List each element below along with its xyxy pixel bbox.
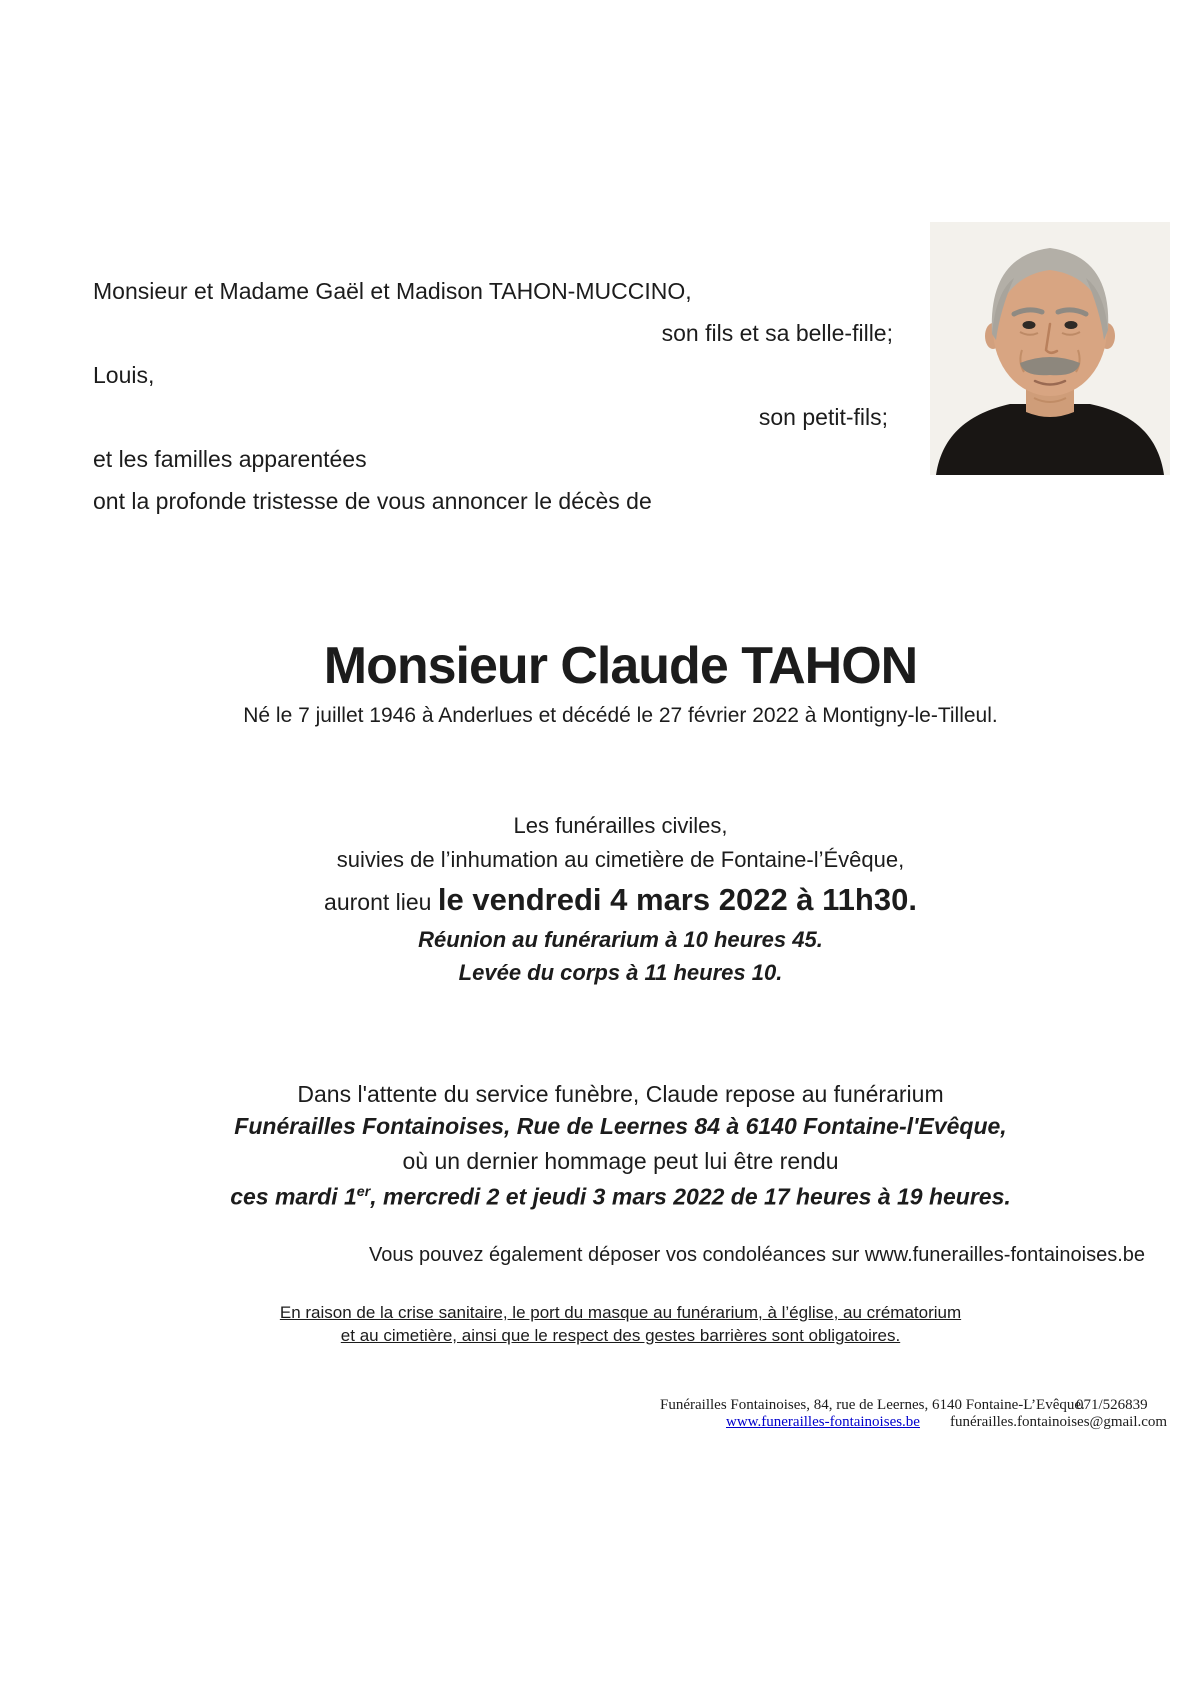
portrait-photo: [930, 222, 1170, 475]
ceremony-date-line: [93, 882, 1148, 918]
sanitary-notice: [93, 1301, 1148, 1347]
condolences-line: Vous pouvez également déposer vos condoléances sur www.funerailles-fontainoises.be: [368, 1244, 1145, 1266]
sanitary-notice-line-1: En raison de la crise sanitaire, le port du masque au funérarium, à l’église, au crématorium: [279, 1303, 962, 1322]
portrait-photo-illustration: [930, 222, 1170, 475]
repose-line-3: où un dernier hommage peut lui être rendu: [402, 1148, 839, 1174]
sanitary-notice-line-2: et au cimetière, ainsi que le respect des gestes barrières sont obligatoires.: [340, 1326, 901, 1345]
funeral-home-email: funérailles.fontainoises@gmail.com: [950, 1414, 1168, 1430]
ceremony-line-2: suivies de l’inhumation au cimetière de Fontaine-l’Évêque,: [336, 847, 905, 872]
family-relation-grandson: son petit-fils;: [758, 404, 888, 430]
family-relation-son: son fils et sa belle-fille;: [661, 320, 893, 346]
visiting-days-suffix: , mercredi 2 et jeudi 3 mars 2022 de 17 heures à 19 heures.: [370, 1183, 1011, 1210]
ceremony-date-main: le vendredi 4 mars 2022 à 11h30.: [437, 882, 917, 917]
repose-line-1: Dans l'attente du service funèbre, Claude repose au funérarium: [297, 1081, 944, 1107]
funeral-home-phone: 071/526839: [1076, 1397, 1148, 1413]
deceased-life-dates: Né le 7 juillet 1946 à Anderlues et décédé le 27 février 2022 à Montigny-le-Tilleul.: [243, 704, 998, 727]
ceremony-departure-line: Levée du corps à 11 heures 10.: [458, 960, 783, 985]
ceremony-date-prefix: auront lieu: [324, 889, 438, 915]
visiting-days-ordinal: er: [356, 1184, 371, 1200]
announcement-line: ont la profonde tristesse de vous annoncer le décès de: [93, 488, 652, 514]
repose-address-line: Funérailles Fontainoises, Rue de Leernes 84 à 6140 Fontaine-l'Evêque,: [234, 1113, 1007, 1139]
funeral-home-address: Funérailles Fontainoises, 84, rue de Leernes, 6140 Fontaine-L’Evêque.: [660, 1397, 1085, 1413]
ceremony-meeting-line: Réunion au funérarium à 10 heures 45.: [418, 927, 823, 952]
repose-visiting-days-line: [93, 1179, 1148, 1210]
ceremony-line-1: Les funérailles civiles,: [513, 813, 728, 838]
visiting-days-prefix: ces mardi 1: [230, 1183, 357, 1210]
funeral-home-website-link[interactable]: www.funerailles-fontainoises.be: [726, 1414, 920, 1430]
family-line-louis: Louis,: [93, 362, 155, 388]
family-line-parents: Monsieur et Madame Gaël et Madison TAHON-MUCCINO,: [93, 278, 692, 304]
deceased-name: Monsieur Claude TAHON: [323, 637, 918, 695]
family-line-related: et les familles apparentées: [93, 446, 367, 472]
